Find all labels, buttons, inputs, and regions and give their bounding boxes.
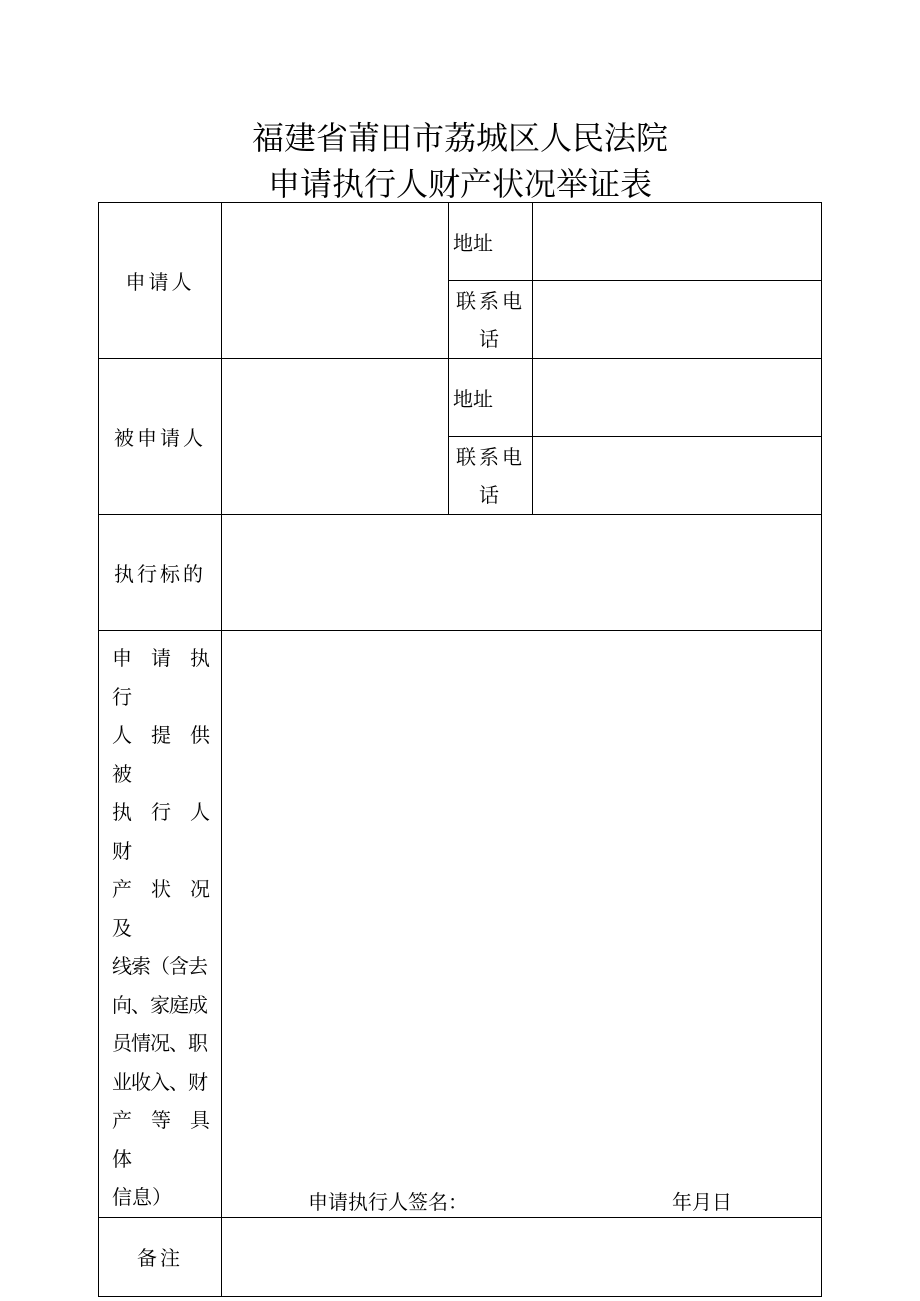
respondent-address-field[interactable]: [533, 359, 822, 437]
evidence-form-table: [98, 202, 822, 1297]
applicant-phone-label: [449, 281, 533, 359]
clue-label-line: 业收入、财: [112, 1069, 207, 1094]
applicant-phone-label-line1: 联系电: [456, 288, 525, 313]
respondent-phone-label-line1: 联系电: [456, 444, 525, 469]
court-name: 福建省莆田市荔城区人民法院: [251, 119, 668, 157]
respondent-phone-field[interactable]: [533, 437, 822, 515]
clue-label-line: 向、家庭成: [112, 992, 207, 1017]
clue-label-line: 执行人财: [112, 800, 219, 863]
respondent-phone-label-line2: 话: [479, 482, 502, 507]
subject-field[interactable]: [222, 515, 822, 631]
applicant-phone-field[interactable]: [533, 281, 822, 359]
date-label: 年月日: [672, 1189, 732, 1214]
clue-label-line: 员情况、职: [112, 1031, 207, 1055]
property-clue-field[interactable]: [222, 631, 822, 1218]
respondent-label: 被申请人: [99, 359, 222, 515]
clue-label-line: 人提供被: [112, 723, 219, 786]
remarks-label: 备注: [99, 1217, 222, 1296]
respondent-phone-label: [449, 437, 533, 515]
applicant-address-label: 地址: [449, 203, 533, 281]
form-title: 申请执行人财产状况举证表: [267, 165, 652, 203]
applicant-phone-label-line2: 话: [479, 326, 502, 351]
clue-label-line: 产等具体: [112, 1108, 219, 1171]
signature-label: 申请执行人签名：: [308, 1189, 468, 1214]
subject-label: 执行标的: [99, 515, 222, 631]
clue-label-line: 信息）: [112, 1185, 172, 1209]
applicant-label: 申请人: [99, 203, 222, 359]
respondent-address-label: 地址: [449, 359, 533, 437]
property-clue-label: [99, 631, 222, 1218]
respondent-name-field[interactable]: [222, 359, 449, 515]
remarks-field[interactable]: [222, 1217, 822, 1296]
clue-label-line: 线索（含去: [112, 954, 207, 978]
clue-label-line: 产状况及: [112, 877, 219, 940]
clue-label-line: 申请执行: [112, 646, 219, 709]
applicant-name-field[interactable]: [222, 203, 449, 359]
applicant-address-field[interactable]: [533, 203, 822, 281]
